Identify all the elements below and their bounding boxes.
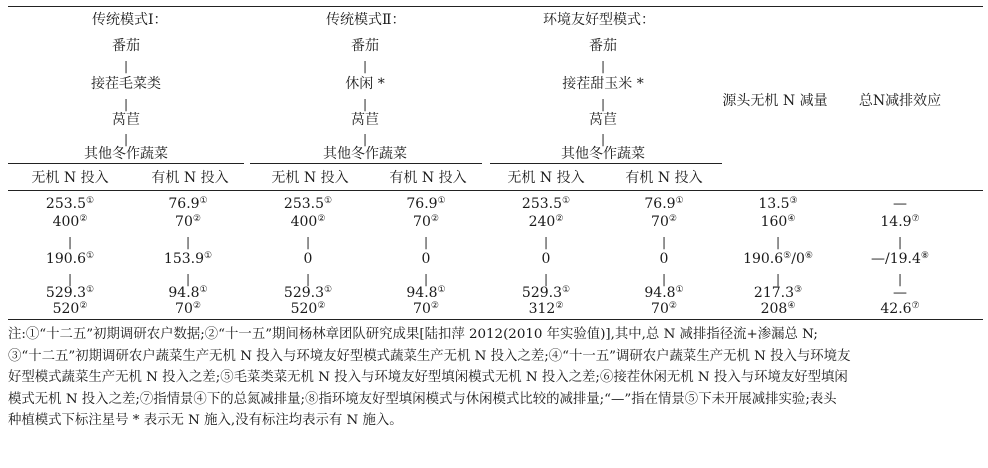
cell-connector: | bbox=[305, 235, 311, 249]
mode-step-connector: | bbox=[123, 59, 129, 73]
mode-step-connector: | bbox=[600, 59, 606, 73]
table-cell: 70② bbox=[413, 301, 439, 317]
table-cell: 70② bbox=[175, 301, 201, 317]
mode-step-connector: | bbox=[362, 59, 368, 73]
cell-connector: | bbox=[775, 272, 781, 286]
table-cell: 217.3③ bbox=[753, 285, 803, 301]
subheader-inorganic: 无机 N 投入 bbox=[271, 170, 349, 186]
table-cell: 76.9① bbox=[406, 196, 446, 212]
cell-connector: | bbox=[423, 235, 429, 249]
mode-step-connector: | bbox=[600, 132, 606, 146]
table-cell: 520② bbox=[52, 301, 88, 317]
cell-connector: | bbox=[543, 272, 549, 286]
cell-connector: | bbox=[661, 272, 667, 286]
mode-step: 接茬毛菜类 bbox=[91, 76, 161, 92]
note-line: ③“十二五”初期调研农户蔬菜生产无机 N 投入与环境友好型模式蔬菜生产无机 N 投入之差;④“十一五”调研农户蔬菜生产无机 N 投入与环境友 bbox=[8, 348, 851, 364]
top-rule bbox=[8, 6, 983, 7]
table-cell: 0 bbox=[303, 251, 313, 267]
effect-header: 总N减排效应 bbox=[858, 93, 942, 109]
table-cell: 76.9① bbox=[168, 196, 208, 212]
table-cell: 400② bbox=[52, 214, 88, 230]
table-cell: 70② bbox=[651, 214, 677, 230]
note-line: 模式无机 N 投入之差;⑦指情景④下的总氮减排量;⑧指环境友好型填闲模式与休闲模式比较的减排量;“—”指在情景⑤下未开展减排实验;表头 bbox=[8, 391, 837, 407]
table-cell: 529.3① bbox=[283, 285, 333, 301]
mode-step: 其他冬作蔬菜 bbox=[561, 146, 645, 162]
table-cell: 0 bbox=[541, 251, 551, 267]
table-cell: 253.5① bbox=[521, 196, 571, 212]
subheader-inorganic: 无机 N 投入 bbox=[507, 170, 585, 186]
bottom-rule bbox=[8, 319, 983, 320]
table-cell: 13.5③ bbox=[758, 196, 798, 212]
mode-step: 其他冬作蔬菜 bbox=[84, 146, 168, 162]
table-cell: 529.3① bbox=[45, 285, 95, 301]
subheader-organic: 有机 N 投入 bbox=[389, 170, 467, 186]
subheader-inorganic: 无机 N 投入 bbox=[31, 170, 109, 186]
cell-connector: | bbox=[185, 235, 191, 249]
mode-title: 传统模式Ⅱ： bbox=[326, 12, 406, 28]
table-cell: 160④ bbox=[760, 214, 796, 230]
note-line: 好型模式蔬菜生产无机 N 投入之差;⑤毛菜类菜无机 N 投入与环境友好型填闲模式无机 N 投入之差;⑥接茬休闲无机 N 投入与环境友好型填闲 bbox=[8, 370, 848, 385]
mode-step-connector: | bbox=[123, 132, 129, 146]
table-cell: 190.6① bbox=[45, 251, 95, 267]
mode-step: 番茄 bbox=[112, 38, 140, 54]
table-cell: 240② bbox=[528, 214, 564, 230]
table-cell: 253.5① bbox=[45, 196, 95, 212]
table-cell: 70② bbox=[413, 214, 439, 230]
mode-step: 番茄 bbox=[351, 38, 379, 54]
cell-connector: | bbox=[543, 235, 549, 249]
table-cell: 520② bbox=[290, 301, 326, 317]
cell-connector: | bbox=[661, 235, 667, 249]
table-cell: 76.9① bbox=[644, 196, 684, 212]
cell-connector: | bbox=[305, 272, 311, 286]
table-cell: 190.6⑤/0⑥ bbox=[743, 251, 813, 267]
table-cell: 94.8① bbox=[644, 285, 684, 301]
mode-step-connector: | bbox=[600, 97, 606, 111]
note-line: 种植模式下标注星号 * 表示无 N 施入,没有标注均表示有 N 施入。 bbox=[8, 413, 403, 428]
mode3-rule bbox=[490, 163, 722, 164]
mode-step-connector: | bbox=[362, 132, 368, 146]
table-cell: — bbox=[893, 285, 907, 301]
table-cell: 94.8① bbox=[168, 285, 208, 301]
mode2-rule bbox=[250, 163, 482, 164]
table-cell: 0 bbox=[421, 251, 431, 267]
table-cell: 14.9⑦ bbox=[880, 214, 920, 230]
mode-step: 休闲 * bbox=[345, 76, 385, 92]
mode1-rule bbox=[8, 163, 244, 164]
mode-step: 莴苣 bbox=[351, 112, 379, 128]
table-notes bbox=[8, 324, 983, 432]
table-cell: 400② bbox=[290, 214, 326, 230]
cell-connector: | bbox=[775, 235, 781, 249]
mode-title: 环境友好型模式： bbox=[543, 12, 655, 28]
table-cell: 153.9① bbox=[163, 251, 213, 267]
subheader-organic: 有机 N 投入 bbox=[151, 170, 229, 186]
mode-step: 其他冬作蔬菜 bbox=[323, 146, 407, 162]
subheader-organic: 有机 N 投入 bbox=[625, 170, 703, 186]
table-cell: 0 bbox=[659, 251, 669, 267]
table-cell: 208④ bbox=[760, 301, 796, 317]
subheader-rule bbox=[8, 190, 983, 191]
reduction-header: 源头无机 N 减量 bbox=[722, 93, 828, 109]
cell-connector: | bbox=[897, 235, 903, 249]
note-line: 注:①“十二五”初期调研农户数据;②“十一五”期间杨林章团队研究成果[陆扣萍 2012(2010 年实验值)],其中,总 N 减排指径流+渗漏总 N; bbox=[8, 327, 818, 342]
cell-connector: | bbox=[423, 272, 429, 286]
mode-step: 接茬甜玉米 * bbox=[562, 76, 644, 92]
cell-connector: | bbox=[67, 272, 73, 286]
mode-step: 番茄 bbox=[589, 38, 617, 54]
table-cell: 70② bbox=[651, 301, 677, 317]
table-cell: —/19.4⑧ bbox=[871, 251, 929, 267]
mode-title: 传统模式Ⅰ： bbox=[92, 12, 168, 28]
mode-step-connector: | bbox=[123, 97, 129, 111]
cell-connector: | bbox=[897, 272, 903, 286]
table-cell: 94.8① bbox=[406, 285, 446, 301]
cell-connector: | bbox=[185, 272, 191, 286]
table-cell: — bbox=[893, 196, 907, 212]
mode-step: 莴苣 bbox=[112, 112, 140, 128]
table-cell: 253.5① bbox=[283, 196, 333, 212]
mode-step: 莴苣 bbox=[589, 112, 617, 128]
table-cell: 70② bbox=[175, 214, 201, 230]
table-cell: 312② bbox=[528, 301, 564, 317]
cell-connector: | bbox=[67, 235, 73, 249]
table-cell: 42.6⑦ bbox=[880, 301, 920, 317]
mode-step-connector: | bbox=[362, 97, 368, 111]
table-cell: 529.3① bbox=[521, 285, 571, 301]
